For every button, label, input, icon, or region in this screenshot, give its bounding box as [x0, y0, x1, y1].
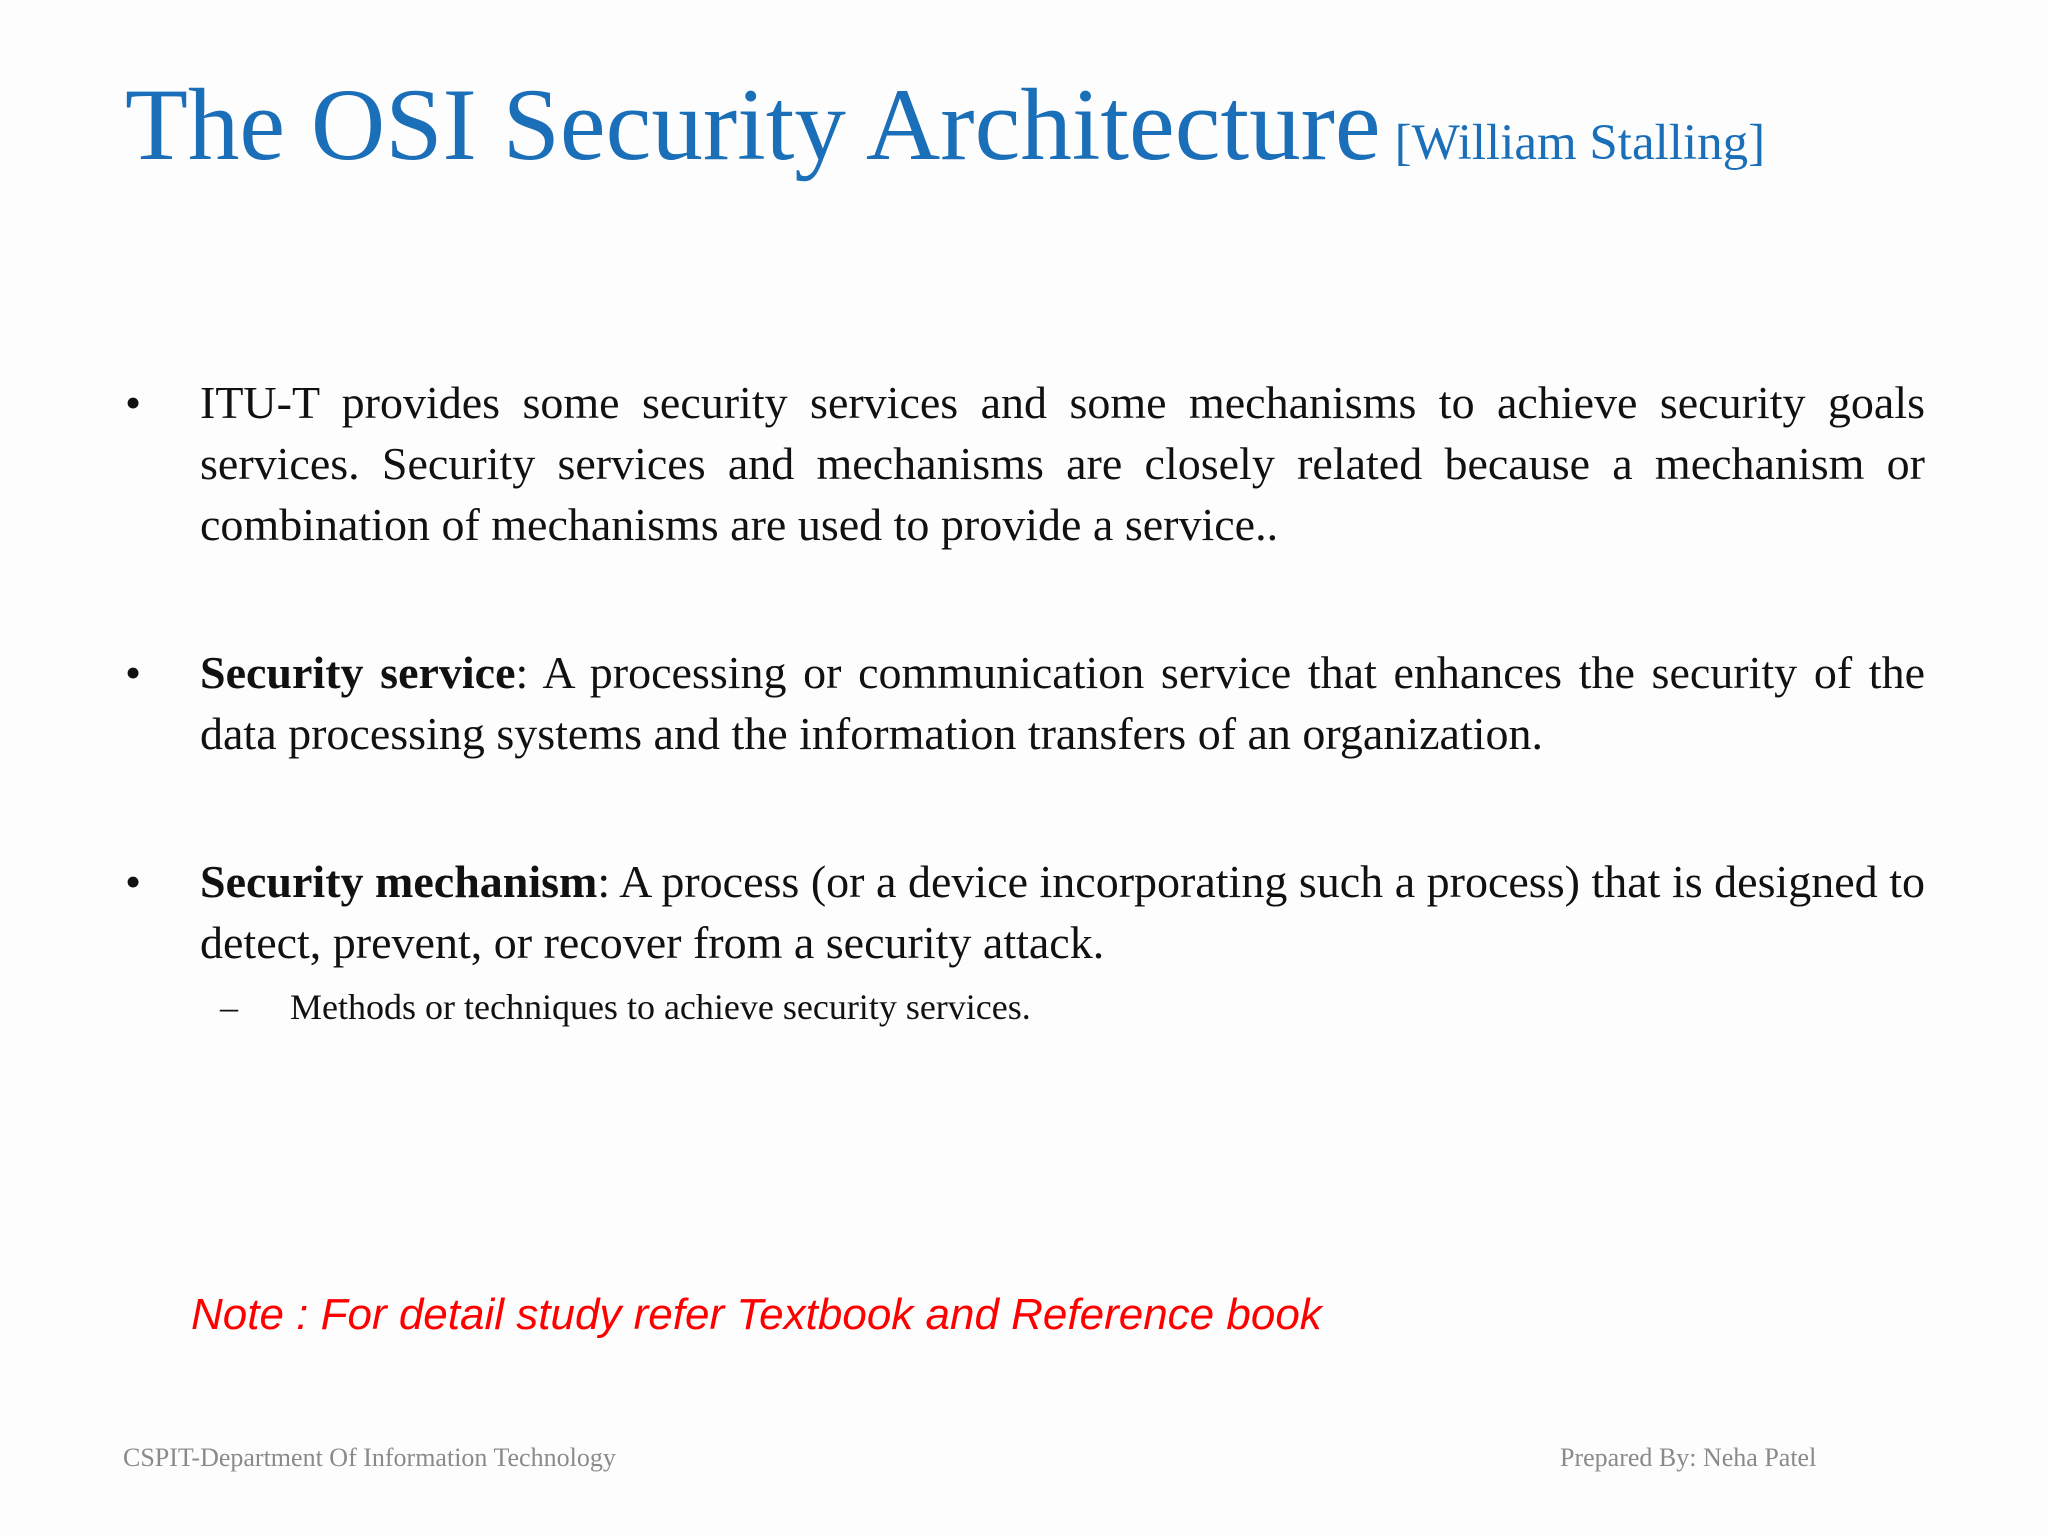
bullet-text — [200, 642, 1925, 764]
bullet-marker: • — [125, 856, 142, 907]
bullet-term: Security service — [200, 647, 516, 698]
bullet-body: : A processing or communication service that enhances the security of the data processing systems and the information transfers of an organization. — [200, 647, 1925, 759]
bullet-marker: • — [125, 647, 142, 698]
bullet-body: ITU-T provides some security services and some mechanisms to achieve security goals services. Security services and mechanisms are closely related because a mechanism or combination of mechanisms are used to provide a service.. — [200, 377, 1925, 550]
footer-author: Prepared By: Neha Patel — [1560, 1443, 1817, 1472]
study-note: Note : For detail study refer Textbook and Reference book — [191, 1290, 1322, 1339]
bullet-text — [200, 851, 1925, 973]
title-source: [William Stalling] — [1394, 115, 1766, 171]
sub-bullet-text: Methods or techniques to achieve security services. — [290, 987, 1031, 1027]
sub-bullet-marker: – — [220, 987, 238, 1027]
slide-title — [125, 68, 1766, 182]
footer-department: CSPIT-Department Of Information Technology — [123, 1443, 616, 1472]
bullet-term: Security mechanism — [200, 856, 598, 907]
bullet-text — [200, 372, 1925, 555]
bullet-body: : A process (or a device incorporating such a process) that is designed to detect, prevent, or recover from a security attack. — [200, 856, 1925, 968]
bullet-marker: • — [125, 377, 142, 428]
title-main: The OSI Security Architecture — [125, 68, 1381, 182]
